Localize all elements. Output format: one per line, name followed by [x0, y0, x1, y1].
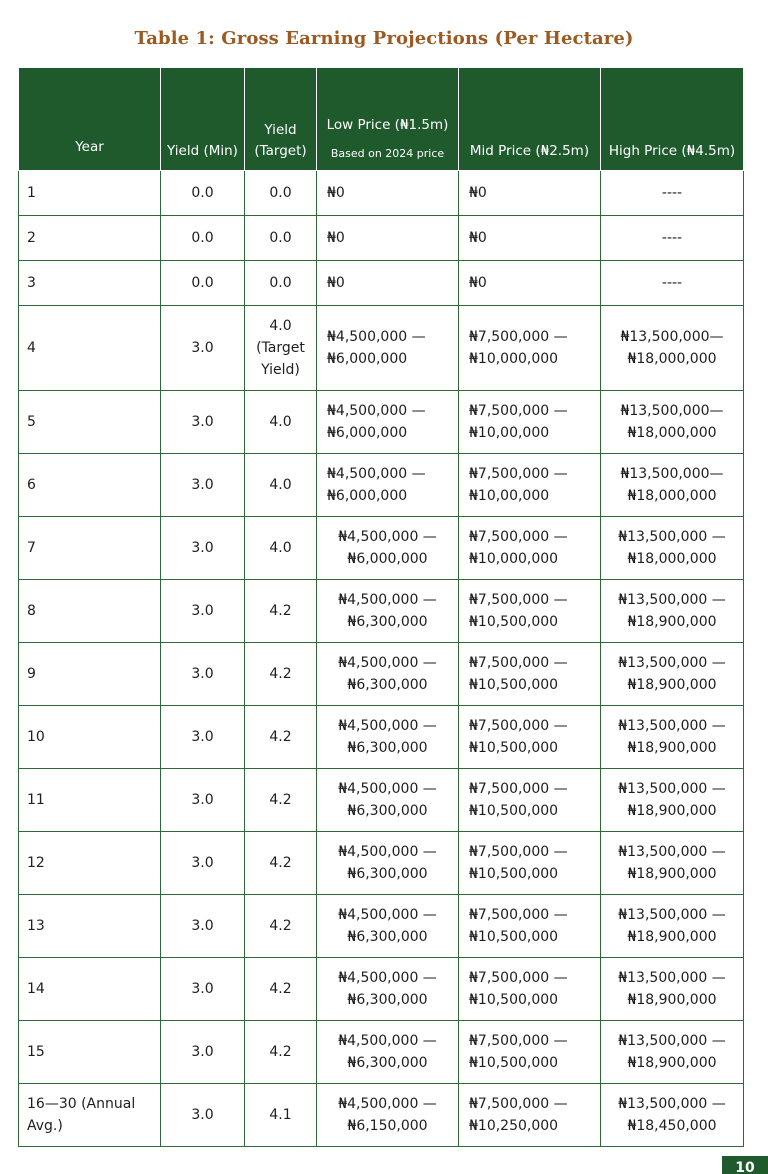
- cell-year: 11: [19, 769, 161, 832]
- cell-year: 3: [19, 261, 161, 306]
- cell-mid-price: ₦7,500,000 — ₦10,500,000: [459, 706, 601, 769]
- cell-low-price: ₦0: [317, 171, 459, 216]
- cell-mid-price: ₦7,500,000 — ₦10,500,000: [459, 643, 601, 706]
- cell-high-price: ₦13,500,000— ₦18,000,000: [601, 454, 744, 517]
- cell-high-price: ₦13,500,000 — ₦18,900,000: [601, 643, 744, 706]
- header-low-price-label: Low Price (₦1.5m): [326, 117, 449, 133]
- table-row: [19, 832, 744, 895]
- cell-high-price: ₦13,500,000 — ₦18,900,000: [601, 1021, 744, 1084]
- cell-yield-min: 3.0: [161, 306, 245, 391]
- cell-low-price: ₦4,500,000 — ₦6,300,000: [317, 832, 459, 895]
- header-high-price: High Price (₦4.5m): [601, 68, 744, 171]
- cell-high-price: ₦13,500,000 — ₦18,900,000: [601, 958, 744, 1021]
- cell-low-price: ₦4,500,000 — ₦6,150,000: [317, 1084, 459, 1147]
- cell-mid-price: ₦7,500,000 — ₦10,00,000: [459, 454, 601, 517]
- cell-mid-price: ₦7,500,000 — ₦10,00,000: [459, 391, 601, 454]
- page-number-tab: 10: [722, 1156, 768, 1174]
- earnings-table: [18, 67, 744, 1147]
- cell-yield-target: 4.2: [245, 895, 317, 958]
- table-row: [19, 391, 744, 454]
- cell-yield-min: 3.0: [161, 1084, 245, 1147]
- cell-yield-target: 4.2: [245, 769, 317, 832]
- cell-year: 14: [19, 958, 161, 1021]
- cell-year: 8: [19, 580, 161, 643]
- cell-yield-target: 4.0: [245, 517, 317, 580]
- cell-year: 4: [19, 306, 161, 391]
- cell-low-price: ₦0: [317, 261, 459, 306]
- cell-mid-price: ₦0: [459, 216, 601, 261]
- cell-year: 2: [19, 216, 161, 261]
- cell-year: 15: [19, 1021, 161, 1084]
- table-row: [19, 769, 744, 832]
- cell-yield-target: 4.0: [245, 454, 317, 517]
- table-row: [19, 216, 744, 261]
- cell-year: 16—30 (Annual Avg.): [19, 1084, 161, 1147]
- cell-low-price: ₦4,500,000 — ₦6,300,000: [317, 643, 459, 706]
- table-row: [19, 643, 744, 706]
- cell-year: 12: [19, 832, 161, 895]
- cell-yield-target: 4.2: [245, 643, 317, 706]
- table-row: [19, 517, 744, 580]
- cell-high-price: ----: [601, 216, 744, 261]
- cell-yield-target: 4.2: [245, 832, 317, 895]
- header-low-price-note: Based on 2024 price: [330, 147, 445, 160]
- cell-low-price: ₦4,500,000 — ₦6,300,000: [317, 580, 459, 643]
- cell-mid-price: ₦7,500,000 — ₦10,000,000: [459, 517, 601, 580]
- cell-high-price: ₦13,500,000 — ₦18,450,000: [601, 1084, 744, 1147]
- cell-low-price: ₦4,500,000 — ₦6,000,000: [317, 517, 459, 580]
- table-row: [19, 895, 744, 958]
- cell-yield-min: 0.0: [161, 261, 245, 306]
- cell-low-price: ₦4,500,000 — ₦6,300,000: [317, 895, 459, 958]
- cell-high-price: ₦13,500,000 — ₦18,900,000: [601, 580, 744, 643]
- cell-yield-target: 4.2: [245, 958, 317, 1021]
- table-row: [19, 1084, 744, 1147]
- cell-mid-price: ₦0: [459, 171, 601, 216]
- cell-yield-min: 0.0: [161, 216, 245, 261]
- table-row: [19, 261, 744, 306]
- cell-yield-target: 4.2: [245, 1021, 317, 1084]
- cell-mid-price: ₦0: [459, 261, 601, 306]
- cell-yield-target: 0.0: [245, 261, 317, 306]
- cell-year: 7: [19, 517, 161, 580]
- table-row: [19, 1021, 744, 1084]
- cell-year: 13: [19, 895, 161, 958]
- cell-low-price: ₦4,500,000 — ₦6,000,000: [317, 391, 459, 454]
- cell-mid-price: ₦7,500,000 — ₦10,500,000: [459, 769, 601, 832]
- cell-yield-min: 3.0: [161, 832, 245, 895]
- cell-mid-price: ₦7,500,000 — ₦10,500,000: [459, 895, 601, 958]
- header-yield-target: Yield (Target): [245, 68, 317, 171]
- cell-year: 5: [19, 391, 161, 454]
- cell-low-price: ₦4,500,000 — ₦6,300,000: [317, 706, 459, 769]
- cell-mid-price: ₦7,500,000 — ₦10,000,000: [459, 306, 601, 391]
- cell-low-price: ₦4,500,000 — ₦6,000,000: [317, 454, 459, 517]
- cell-yield-target: 4.2: [245, 580, 317, 643]
- cell-yield-min: 3.0: [161, 706, 245, 769]
- cell-low-price: ₦4,500,000 — ₦6,000,000: [317, 306, 459, 391]
- cell-yield-min: 3.0: [161, 391, 245, 454]
- cell-yield-min: 3.0: [161, 643, 245, 706]
- cell-yield-min: 3.0: [161, 895, 245, 958]
- cell-year: 6: [19, 454, 161, 517]
- header-low-price: [317, 68, 459, 171]
- cell-mid-price: ₦7,500,000 — ₦10,500,000: [459, 580, 601, 643]
- cell-mid-price: ₦7,500,000 — ₦10,250,000: [459, 1084, 601, 1147]
- cell-low-price: ₦0: [317, 216, 459, 261]
- table-row: [19, 171, 744, 216]
- cell-high-price: ----: [601, 261, 744, 306]
- cell-yield-target: 4.2: [245, 706, 317, 769]
- cell-yield-target: 4.1: [245, 1084, 317, 1147]
- cell-high-price: ----: [601, 171, 744, 216]
- header-yield-min: Yield (Min): [161, 68, 245, 171]
- table-row: [19, 958, 744, 1021]
- table-row: [19, 306, 744, 391]
- cell-high-price: ₦13,500,000 — ₦18,900,000: [601, 895, 744, 958]
- table-title: Table 1: Gross Earning Projections (Per Hectare): [134, 28, 634, 49]
- cell-year: 1: [19, 171, 161, 216]
- cell-yield-min: 3.0: [161, 958, 245, 1021]
- table-row: [19, 454, 744, 517]
- cell-low-price: ₦4,500,000 — ₦6,300,000: [317, 769, 459, 832]
- cell-high-price: ₦13,500,000— ₦18,000,000: [601, 306, 744, 391]
- cell-year: 9: [19, 643, 161, 706]
- header-year: Year: [19, 68, 161, 171]
- cell-yield-min: 3.0: [161, 1021, 245, 1084]
- table-header-row: [19, 68, 744, 171]
- cell-year: 10: [19, 706, 161, 769]
- cell-high-price: ₦13,500,000 — ₦18,900,000: [601, 769, 744, 832]
- cell-low-price: ₦4,500,000 — ₦6,300,000: [317, 958, 459, 1021]
- cell-yield-min: 3.0: [161, 580, 245, 643]
- cell-yield-target: 4.0: [245, 391, 317, 454]
- cell-low-price: ₦4,500,000 — ₦6,300,000: [317, 1021, 459, 1084]
- cell-yield-min: 3.0: [161, 454, 245, 517]
- cell-yield-min: 3.0: [161, 517, 245, 580]
- cell-high-price: ₦13,500,000— ₦18,000,000: [601, 391, 744, 454]
- cell-high-price: ₦13,500,000 — ₦18,900,000: [601, 832, 744, 895]
- table-row: [19, 706, 744, 769]
- cell-mid-price: ₦7,500,000 — ₦10,500,000: [459, 958, 601, 1021]
- cell-mid-price: ₦7,500,000 — ₦10,500,000: [459, 832, 601, 895]
- cell-high-price: ₦13,500,000 — ₦18,900,000: [601, 706, 744, 769]
- table-row: [19, 580, 744, 643]
- cell-high-price: ₦13,500,000 — ₦18,000,000: [601, 517, 744, 580]
- cell-yield-target: 0.0: [245, 216, 317, 261]
- cell-yield-target: 4.0 (Target Yield): [245, 306, 317, 391]
- cell-yield-target: 0.0: [245, 171, 317, 216]
- header-mid-price: Mid Price (₦2.5m): [459, 68, 601, 171]
- cell-mid-price: ₦7,500,000 — ₦10,500,000: [459, 1021, 601, 1084]
- cell-yield-min: 3.0: [161, 769, 245, 832]
- cell-yield-min: 0.0: [161, 171, 245, 216]
